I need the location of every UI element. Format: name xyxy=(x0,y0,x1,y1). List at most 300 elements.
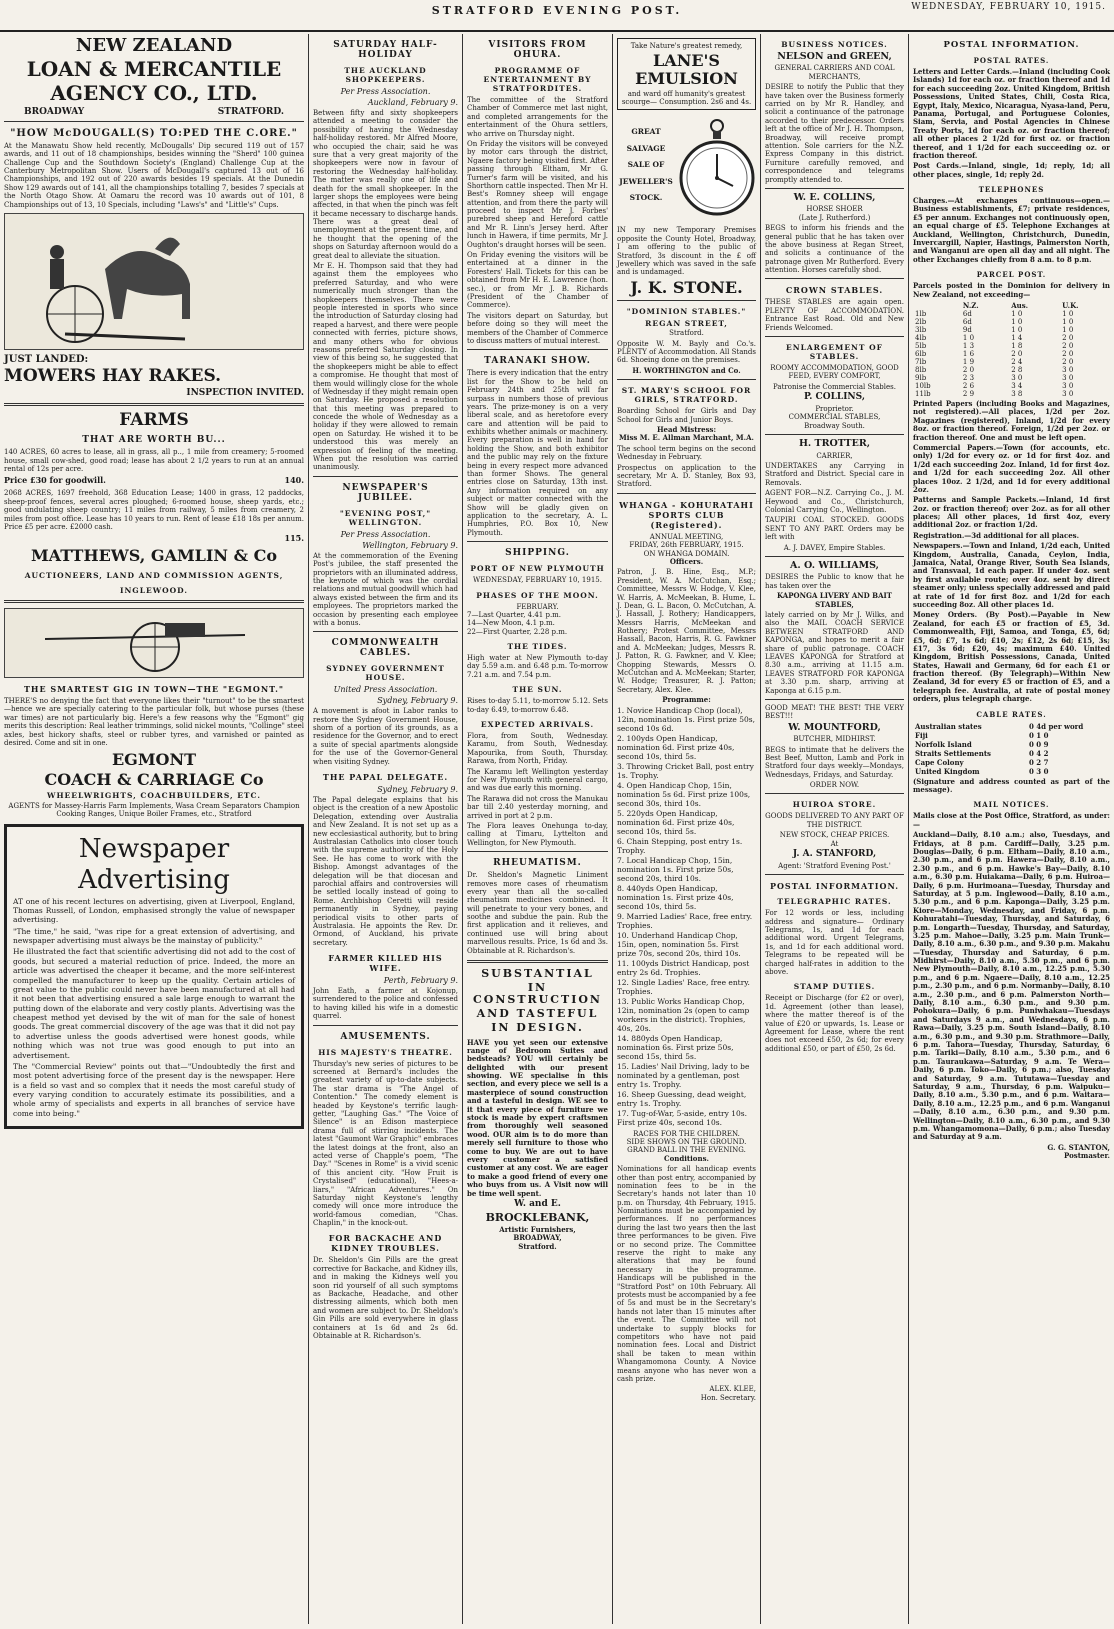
mail-text: Auckland—Daily, 8.10 a.m.; also, Tuesdays, and Fridays, at 8 p.m. Cardiff—Daily, 3.25 p.m. Douglas—Daily, 6 p.m. Eltham—Daily, 8.10 a.m., 2.30 p.m., and 6 p.m. Hawera—Daily, 8.10 a.m., 2.30 p.m., and 6 p.m. Hawke's Bay—Daily, 8.10 a.m., 6.30 p.m. Huiakama—Daily, 6 p.m. Huiroa—Daily, 6 p.m. Hurimoana—Tuesday, Thursday and Saturday, at 5 p.m. Inglewood—Daily, 8.10 a.m., 5.30 p.m., and 6 p.m. Kaponga—Daily, 3.25 p.m. Kiore—Monday, Wednesday, and Friday, 6 p.m. Kohuratahi—Tuesday, Thursday, and Saturday, 6 p.m. Longarth—Tuesday, Thursday, and Saturday, 3.25 p.m. Mahoe—Daily, 3.25 p.m. Main Trunk—Daily, 8.10 a.m., 6.30 p.m., and 9.30 p.m. Makahu—Tuesday, Thursday and Saturday, 6 p.m. Midhirst—Daily, 8.10 a.m., 5.30 p.m., and 6 p.m. New Plymouth—Daily, 8.10 a.m., 12.25 p.m., 5.30 p.m., and 6 p.m. Ngaere—Daily, 8.10 a.m., 12.25 p.m., 2.30 p.m., and 6 p.m. Normanby—Daily, 8.10 a.m., 2.30 p.m., and 6 p.m. Palmerston North—Daily, 8.10 a.m., 6.30 p.m., and 9.30 p.m. Pohokura—Daily, 6 p.m. Puniwhakau—Tuesdays and Saturdays 9 a.m., and Wednesdays, 6 p.m. Rawa—Daily, 3.25 p.m. South Island—Daily, 8.10 a.m., 6.30 p.m., and 9.30 p.m. Strathmore—Daily, 6 p.m. Tahora—Tuesday, Thursday, Saturday, 6 p.m. Tariki—Daily, 8.10 a.m., 5.30 p.m., and 6 p.m. Tauraukawa—Saturday, 9 a.m. Te Wera—Daily, 6 p.m. Toko—Daily, 6 p.m.; also, Tuesday and Saturday, 9 a.m. Tututawa—Tuesday and Saturday, 9 a.m., Thursday, 6 p.m. Waipuku—Daily, 8.10 a.m., 5.30 p.m., and 6 p.m. Waitara—Daily, 8.10 a.m., 12.25 p.m., and 6 p.m. Wanganui—Daily, 8.10 a.m., 6.30 p.m., and 9.30 p.m. Wellington—Daily, 8.10 a.m., 6.30 p.m., and 9.30 p.m. Whangamomona—Daily, 6 p.m.; also Tuesday and Saturday at 9 a.m. xyxy=(913,830,1110,1142)
nz-address-right: STRATFORD. xyxy=(217,106,284,117)
table-cell: 0 4 2 xyxy=(1028,748,1049,758)
postmaster-title: Postmaster. xyxy=(1064,1151,1110,1161)
article-heading: TARANAKI SHOW. xyxy=(484,356,591,367)
huiroa-heading: HUIROA STORE. xyxy=(792,800,877,810)
article-subheading: HIS MAJESTY'S THEATRE. xyxy=(318,1047,453,1057)
article-paragraph: Between fifty and sixty shopkeepers attended a meeting to consider the possibility of having the Wednesday half-holiday restored. Mr Alfred Moore, who occupied the chair, said he was sure that a very great majority of the shopkeepers were now in favour of restoring the Wednesday half-holiday. The matter was really one of life and death for the small shopkeeper. In the larger shops the employees were being affected, in that when the pinch was felt it became necessary to discharge hands. There was a great deal of unemployment at the present time, and he thought that the opening of the shops on Saturday afternoon would do a great deal to alleviate the situation. xyxy=(313,109,458,260)
article-paragraph: Dr. Sheldon's Magnetic Liniment removes more cases of rheumatism every year than all the so-called rheumatism medicines combined. It will penetrate to your very bones, and soothe and subdue the pain. Rub the first application and it relieves, and continued use will bring about marvellous results. Price, 1s 6d and 3s. Obtainable at R. Richardson's. xyxy=(467,871,608,955)
enlargement-heading: ENLARGEMENT OF STABLES. xyxy=(786,343,883,362)
proprietor-label: Proprietor. xyxy=(815,405,854,414)
column-4 xyxy=(613,34,760,1624)
nz-loan-heading-1: NEW ZEALAND xyxy=(75,35,233,56)
lanes-emulsion-ad xyxy=(617,38,756,110)
programme-item: 4. Open Handicap Chop, 15in, nomination 5s 6d. First prize 100s, second 30s, third 10s. xyxy=(617,780,751,808)
farm-2-text: 2068 ACRES, 1697 freehold, 368 Education Lease; 1400 in grass, 12 paddocks, sheep-proof fences, several acres ploughed; 6-roomed house, sheep yards, etc.; good undulating sheep country; 11 miles from railway, 5 miles from creamery, 2 miles from post office. Lease has 10 years to run. Rent of lease £18 18s per annum. Price £5 per acre. £2000 cash. xyxy=(4,489,304,532)
dominion-heading: "DOMINION STABLES." xyxy=(626,307,747,317)
conditions-label: Conditions. xyxy=(664,1153,709,1163)
postmaster-name: G. G. STANTON, xyxy=(1047,1142,1110,1152)
table-cell: 2 0 xyxy=(1062,357,1074,366)
table-cell: 6d xyxy=(962,317,972,326)
sale-line: JEWELLER'S xyxy=(619,176,673,186)
article-paragraph: There is every indication that the entry list for the Show to be held on February 24th and 25th will far surpass in numbers those of previous years. The prize-money is on a very liberal scale, and as heretofore every care and attention will be paid to exhibits whether animals or machinery. Every preparation is well in hand for holding the Show, and both exhibitor and the public may rely on the fixture being in every respect more advanced than former Shows. The general entries close on Saturday, 13th inst. Any information required on any subject or matter connected with the Show will be gladly given on application to the secretary, A. L. Humphries, P.O. Box 10, New Plymouth. xyxy=(467,369,608,537)
business-notices-heading: BUSINESS NOTICES. xyxy=(781,40,888,49)
table-cell: 1 0 xyxy=(1062,325,1074,334)
moon-heading: PHASES OF THE MOON. xyxy=(476,590,599,600)
postal-rates-heading: POSTAL RATES. xyxy=(973,56,1050,65)
table-cell: 4lb xyxy=(915,333,927,342)
advertising-p4: The "Commercial Review" points out that—"Undoubtedly the first and most potent advertising force of the present day is the newspaper. Here is a field so vast and so complex that it needs the most careful study of every varying condition to accurately estimate its possibilities, and a whole army of specialists and experts in all branches of service have come into being." xyxy=(13,1061,295,1118)
article-heading: THE PAPAL DELEGATE. xyxy=(322,772,449,783)
farm-1-price: Price £30 for goodwill. xyxy=(4,475,106,486)
whanga-date: FRIDAY, 26th FEBRUARY, 1915. xyxy=(629,541,744,550)
table-cell: 2 0 xyxy=(1062,341,1074,350)
furniture-heading: SUBSTANTIAL xyxy=(481,967,594,981)
postal-info-heading: POSTAL INFORMATION. xyxy=(943,40,1080,50)
table-cell: United Kingdom xyxy=(915,766,980,776)
table-cell: 11lb xyxy=(915,389,931,398)
pcollins-name: P. COLLINS, xyxy=(804,392,865,403)
article-dateline: Auckland, February 9. xyxy=(367,98,458,107)
programme-item: 9. Married Ladies' Race, free entry. Trophies. xyxy=(617,911,753,930)
secretary-title: Hon. Secretary. xyxy=(700,1393,756,1402)
conditions-text: Nominations for all handicap events other than post entry, accompanied by nomination fees to be in the Secretary's hands not later than 10 p.m. on Thursday, 4th February, 1915. Nominations must be accompanied by performances. If no performances during the last two years then the last three performances to be given. Five or no second prize. The Committee reserve the right to make any alterations that may be found necessary in the programme. Handicaps will be published in the "Stratford Post" on 10th February. All protests must be accompanied by a fee of 5s and must be in the Secretary's hands not later than 15 minutes after the event. The Committee will not undertake to supply blocks for competitors who have not paid nomination fees. Local and District shall be taken to mean within Whangamomona County. A Novice means anyone who has never won a cash prize. xyxy=(617,1165,756,1383)
advertising-box xyxy=(4,824,304,1129)
whanga-sub: ANNUAL MEETING, xyxy=(649,532,724,541)
programme-item: 2. 100yds Open Handicap, nomination 6d. First prize 40s, second 10s, third 5s. xyxy=(617,733,735,761)
tides-heading: THE TIDES. xyxy=(507,642,568,652)
article-byline: Per Press Association. xyxy=(340,87,431,96)
sale-text xyxy=(617,124,675,207)
table-row xyxy=(913,767,1110,776)
article-paragraph: The Papal delegate explains that his object is the creation of a new Apostolic Delegation, extending over Australia and New Zealand. It is not set up as a new ecclesiastical authority, but to bring Australasian Catholics into closer touch with the supreme authority of the Holy See. He has come to work with the Bishop. Amongst advantages of the delegation will be that diocesan and parochial affairs and controversies will be settled locally instead of going to Rome. Archbishop Ceretti will reside permanently in Sydney, paying periodical visits to other parts of Australasia. He appoints the Rev. Dr. Ormond, of Auckland, his private secretary. xyxy=(313,796,458,947)
stamp-heading: STAMP DUTIES. xyxy=(793,982,876,992)
farm-2-number: 115. xyxy=(284,533,304,544)
nz-loan-address xyxy=(4,107,304,117)
programme-item: 16. Sheep Guessing, dead weight, entry 1s. Trophy. xyxy=(617,1089,747,1108)
secretary-name: ALEX. KLEE, xyxy=(709,1385,756,1394)
telegraphic-text: For 12 words or less, including address and signature— Ordinary Telegrams, 1s, and 1d for each additional word. Urgent Telegrams, 1s, and 1d for each additional word. Telegrams to be repeated will be charged half-rates in addition to the above. xyxy=(765,909,904,977)
table-cell: 1lb xyxy=(915,309,927,318)
matthews-town: INGLEWOOD. xyxy=(119,586,189,596)
mcdougall-heading: "HOW McDOUGALL(S) TO:PED THE C.ORE." xyxy=(10,127,298,139)
money-orders-text: Money Orders. (By Post).—Payable in New Zealand, for each £5 or fraction of £5, 3d. Commonwealth, Fiji, Samoa, and Tonga, £5, 6d; £5, 6d; £7, 1s 6d; £10, 2s; £12, 2s 6d; £15, 3s; £17, 3s 6d; £20, 4s; maximum £40. United Kingdom, British Possessions, Canada, United States, Hawaii and Germany, 6d for each £1 or fraction thereof. (By Telegraph)—Within New Zealand, 3d for every £5 or fraction of £5, and a telegraph fee. Australia, at rate of postal money orders, plus telegraph charge. xyxy=(913,610,1110,704)
egmont-agents: AGENTS for Massey-Harris Farm Implements, Wasa Cream Separators Champion Cooking Ranges, Unique Boiler Frames, etc., Stratford xyxy=(8,801,300,818)
davey-name: A. J. DAVEY, Empire Stables. xyxy=(783,543,886,552)
article-heading: VISITORS FROM OHURA. xyxy=(488,40,587,60)
table-row xyxy=(913,301,1110,310)
article-paragraph: John Eath, a farmer at Kojonup, surrendered to the police and confessed to having killed his wife in a domestic quarrel. xyxy=(313,987,458,1021)
article-paragraph: The visitors depart on Saturday, but before doing so they will meet the members of the Chamber of Commerce to discuss matters of mutual interest. xyxy=(467,311,608,345)
sun-heading: THE SUN. xyxy=(512,685,563,695)
inspection-label: INSPECTION INVITED. xyxy=(186,387,304,398)
meat-text: GOOD MEAT! THE BEST! THE VERY BEST!!! xyxy=(765,703,904,721)
school-heading: ST. MARY'S SCHOOL FOR GIRLS, STRATFORD. xyxy=(621,386,752,405)
butcher-label: BUTCHER, MIDHIRST. xyxy=(793,735,876,744)
table-cell: Australian states xyxy=(915,721,982,731)
article-subheading: PORT OF NEW PLYMOUTH xyxy=(470,564,605,574)
collins-text: BEGS to inform his friends and the general public that he has taken over the above business at Regan Street, and solicits a continuance of the patronage given Mr Rutherford. Every attention. Horses carefully shod. xyxy=(765,224,904,275)
parcel-text: Parcels posted in the Dominion for delivery in New Zealand, not exceeding— xyxy=(913,281,1110,299)
programme-item: 15. Ladies' Nail Driving, lady to be nominated by a gentleman, post entry 1s. Trophy. xyxy=(617,1061,750,1089)
furniture-firm: W. and E. xyxy=(514,1198,561,1209)
programme-item: 8. 440yds Open Handicap, nomination 1s. First prize 40s, second 10s, third 5s. xyxy=(617,883,734,911)
stamp-text: Receipt or Discharge (for £2 or over), 1d. Agreement (other than lease), where the matter thereof is of the value of £20 or upwards, 1s. Lease or Agreement for Lease, where the rent does not exceed £50, 2s 6d; for every additional £50, or part of £50, 2s 6d. xyxy=(765,994,904,1053)
table-row xyxy=(913,722,1110,731)
shipping-date: WEDNESDAY, FEBRUARY 10, 1915. xyxy=(473,576,602,585)
column-6 xyxy=(909,34,1114,1624)
table-cell: 10lb xyxy=(915,381,931,390)
table-cell: 6lb xyxy=(915,349,927,358)
carrier-label: CARRIER, xyxy=(816,451,853,460)
programme-item: 1. Novice Handicap Chop (local), 12in, nomination 1s. First prize 50s, second 10s 6d. xyxy=(617,705,755,733)
stanford-name: J. A. STANFORD, xyxy=(792,849,877,860)
furniture-heading: AND TASTEFUL xyxy=(476,1007,599,1021)
article-paragraph: The Rarawa did not cross the Manukau bar till 2.40 yesterday morning, and arrived in port at 2 p.m. xyxy=(467,794,608,820)
mail-intro: Mails close at the Post Office, Stratford, as under:— xyxy=(913,811,1110,829)
article-paragraph: The Karamu left Wellington yesterday for New Plymouth with general cargo, and was due early this morning. xyxy=(467,767,608,793)
egmont-heading-2: COACH & CARRIAGE Co xyxy=(44,769,264,789)
table-row xyxy=(913,366,1110,374)
furniture-sub: Artistic Furnishers, xyxy=(499,1224,576,1234)
column-1 xyxy=(0,34,308,1624)
table-header: Aus. xyxy=(1011,300,1029,310)
article-byline: Per Press Association. xyxy=(340,529,431,539)
table-cell: 1 8 xyxy=(1011,341,1023,350)
jeweller-sale-ad xyxy=(617,114,756,224)
farm-1-number: 140. xyxy=(284,475,304,486)
table-cell: 3 0 xyxy=(1062,381,1074,390)
table-row xyxy=(913,342,1110,350)
dominion-text: Opposite W. M. Bayly and Co.'s. PLENTY of Accommodation. All Stands 6d. Shoeing done on the premises. xyxy=(617,339,756,365)
letters-text: Letters and Letter Cards.—Inland (including Cook Islands) 1d for each oz. or fraction thereof and 1d for each succeeding 2oz. United Kingdom, British Possessions, United States, Chili, Costa Rica, Egypt, Italy, Mexico, Nicaragua, Nyasa-land, Peru, Panama, Portugal, and Portuguese Colonies, Siam, Servia, and Postal Agencies in Chinese Treaty Ports, 1d for each oz. or fraction thereof; all other places 2 1/2d for first oz. or fraction thereof, and 1 1/2d for each succeeding oz. or fraction thereof. xyxy=(913,67,1110,160)
article-paragraph: Mr E. H. Thompson said that they had against them the employees who preferred Saturday, and who were numerically much stronger than the shopkeepers themselves. There were people interested in sports who since the introduction of Saturday closing had reaped a harvest, and there were people connected with ferries, picture shows, and many others who for obvious reasons preferred Saturday closing. In view of this being so, he suggested that the shopkeepers might be able to effect a compromise. He thought that most of them would willingly close for the whole of Wednesday if they might remain open on Saturday. He proposed a resolution that this meeting was prepared to concede the whole of Wednesday as a holiday if they were allowed to remain open on Saturday. He wished it to be understood this was merely an expression of feeling of the meeting. When put the resolution was carried unanimously. xyxy=(313,262,458,472)
table-row xyxy=(913,731,1110,740)
school-text: Boarding School for Girls and Day School for Girls and Junior Boys. xyxy=(617,407,756,424)
newspapers-text: Newspapers.—Town and Inland, 1/2d each, United Kingdom, Australia, Canada, Ceylon, India, Jamaica, Natal, Orange River, South Sea Islands, and Transvaal, 1d each paper. If under 4oz. sent by first available route; over 4oz. sent by direct steamer only; unless specially addressed and paid at rate of 1d for first 8oz. and 1/2d for each succeeding 8oz. All other places 1d. xyxy=(913,541,1110,609)
pocket-watch-icon xyxy=(679,116,755,220)
gig-carriage-icon xyxy=(5,609,303,677)
table-row xyxy=(913,318,1110,326)
programme-item: 10. Underhand Handicap Chop, 15in, open, nomination 5s. First prize 70s, second 20s, third 10s. xyxy=(617,930,741,958)
school-paragraph: Prospectus on application to the secretary, Mr A. D. Stanley, Box 93, Stratford. xyxy=(617,463,756,489)
sale-line: GREAT xyxy=(631,127,661,137)
telegraphic-heading: TELEGRAPHIC RATES. xyxy=(777,897,892,907)
dominion-address: REGAN STREET, xyxy=(645,319,728,329)
table-cell: 2 0 xyxy=(1062,333,1074,342)
article-subheading: THE AUCKLAND SHOPKEEPERS. xyxy=(344,66,427,84)
nelson-text: DESIRE to notify the Public that they have taken over the Business formerly carried on by Mr R. Handley, and solicit a continuance of the patronage accorded to their predecessor. Orders left at the office of Mr J. H. Thompson, Broadway, will receive prompt attention. Sole carriers for the N.Z. Express Company in this district. Furniture carefully removed, and correspondence and telegrams promptly attended to. xyxy=(765,83,904,184)
article-byline: United Press Association. xyxy=(333,685,438,695)
table-cell: 2lb xyxy=(915,317,927,326)
table-cell: 5lb xyxy=(915,341,927,350)
crown-heading: CROWN STABLES. xyxy=(785,285,884,296)
officers-text: Patron, J. B. Hine, Esq., M.P.; President, W. A. McCutchan, Esq.; Committee, Messrs W. Hodge, V. Klee, W. Harris, A. McMeekan, B. Hume, L. J. Dean, G. L. Bacon, O. McCutchan, A. J. Hassall, J. Rothery; Handicappers, Messrs Harris, McMeekan and Rothery; Protest Committee, Messrs Hassall, Bacon, Harris, R. G. Fawkner and A. McMeekan; Judges, Messrs R. J. Patton, R. G. Fawkner, and V. Klee; Chopping Stewards, Messrs O. McCutchan and A. McMeekan; Starter, W. Hodge; Treasurer, R. J. Patton; Secretary, Alex. Klee. xyxy=(617,568,756,694)
lanes-bottom: and ward off humanity's greatest scourge— Consumption. 2s6 and 4s. xyxy=(621,89,752,106)
patronise-line: Patronise the Commercial Stables. xyxy=(773,382,896,391)
table-cell: 0 1 0 xyxy=(1028,730,1049,740)
trotter-name: H. TROTTER, xyxy=(798,438,871,450)
article-dateline: Sydney, February 9. xyxy=(377,696,458,706)
collins-sub: HORSE SHOER xyxy=(806,205,863,214)
expected-text: Flora, from South, Wednesday. Karamu, from South, Wednesday. Mapourika, from South, Thursday. Rarawa, from North, Friday. xyxy=(467,732,608,766)
article-paragraph: On Friday evening the visitors will be entertained at a dinner in the Foresters' Hall. Tickets for this can be obtained from Mr H. E. Lawrence (hon. sec.), or from Mr J. B. Richards (President of the Chamber of Commerce). xyxy=(467,251,608,310)
nelson-heading: NELSON and GREEN, xyxy=(777,51,892,62)
huiroa-text: GOODS DELIVERED TO ANY PART OF THE DISTRICT. xyxy=(765,812,904,829)
table-row xyxy=(913,740,1110,749)
whanga-place: ON WHANGA DOMAIN. xyxy=(643,549,730,558)
races-line: RACES FOR THE CHILDREN. xyxy=(633,1129,740,1138)
table-cell: Straits Settlements xyxy=(915,748,991,758)
matthews-heading: MATTHEWS, GAMLIN & Co xyxy=(30,546,278,566)
broadway-south: Broadway South. xyxy=(804,421,865,430)
table-cell: 9d xyxy=(962,325,972,334)
table-cell: 1 0 xyxy=(1011,309,1023,318)
article-paragraph: Thursday's new series of pictures to be screened at Bernard's includes the greatest variety of up-to-date subjects. The star drama is "The Angel of Contention." The comedy element is headed by Keystone's terrific laugh-getter, "Laughing Gas." "The Voice of Silence" is an Edison masterpiece drama full of stirring incidents. The latest "Gaumont War Graphic" embraces the latest doings at the front, also an acted verse of Chapple's poem, "The Day." "Scenes in Rome" is a vivid scenic of this ancient city. "How Fruit is Crystalised" (educational), "Hees-a-liars," "African Adventures." On Saturday night Keystone's lengthy comedy will once more introduce the world-famous comedian, "Chas. Chaplin," in the knock-out. xyxy=(313,1059,458,1228)
table-cell: 2 0 xyxy=(1062,349,1074,358)
mountford-text: BEGS to intimate that he delivers the Best Beef, Mutton, Lamb and Pork in Stratford four days weekly—Mondays, Wednesdays, Fridays, and Saturday. xyxy=(765,745,904,779)
table-cell: 1 0 xyxy=(962,333,975,342)
sale-line: STOCK. xyxy=(629,193,663,203)
school-paragraph: The school term begins on the second Wednesday in February. xyxy=(617,444,756,462)
article-heading: SATURDAY HALF-HOLIDAY xyxy=(333,40,438,60)
sun-text: Rises to-day 5.11, to-morrow 5.12. Sets to-day 6.49, to-morrow 6.48. xyxy=(467,697,608,714)
agent-text: AGENT FOR—N.Z. Carrying Co., J. M. Heywood and Co., Christchurch, Colonial Carrying Co., Wellington. xyxy=(765,489,904,515)
gig-illustration xyxy=(4,608,304,678)
mower-illustration xyxy=(4,213,304,350)
table-cell: 2 8 xyxy=(1011,365,1023,374)
table-cell: 1 4 xyxy=(1011,333,1023,342)
programme-item: 14. 880yds Open Handicap, nomination 6s. First prize 50s, second 15s, third 5s. xyxy=(617,1033,734,1061)
moon-month: FEBRUARY. xyxy=(516,602,559,611)
table-row xyxy=(913,758,1110,767)
commercial-papers-text: Commercial Papers.—Town (for accounts, etc. only) 1/2d for every oz. or 1d for first 4oz. and 1/2d each succeeding 2oz. Inland, 1d for first 4oz. and 1/2d for each succeeding 2oz. All other places 10oz. 2 1/2d, and 1d for every additional 2oz. xyxy=(913,442,1110,494)
article-dateline: Sydney, February 9. xyxy=(377,785,458,795)
school-mistress-name: Miss M. E. Allman Marchant, M.A. xyxy=(619,433,754,443)
table-row xyxy=(913,374,1110,382)
table-cell: 2 0 xyxy=(1011,349,1023,358)
egmont-sub: WHEELWRIGHTS, COACHBUILDERS, ETC. xyxy=(47,790,261,800)
farms-sub: THAT ARE WORTH BU... xyxy=(82,435,226,446)
kaponga-heading: KAPONGA LIVERY AND BAIT STABLES, xyxy=(776,591,892,609)
ball-line: GRAND BALL IN THE EVENING. xyxy=(627,1146,746,1155)
post-cards-text: Post Cards.—Inland, single, 1d; reply, 1d; all other places, single, 1d; reply 2d. xyxy=(913,161,1110,179)
lanes-title: LANE'S EMULSION xyxy=(635,51,738,88)
cable-heading: CABLE RATES. xyxy=(976,709,1047,719)
programme-item: 7. Local Handicap Chop, 15in, nomination 1s. First prize 50s, second 20s, third 10s. xyxy=(617,855,734,883)
crown-text: THESE STABLES are again open. PLENTY OF ACCOMMODATION. Entrance East Road. Old and New Friends Welcomed. xyxy=(765,298,904,332)
programme-item: 11. 100yds District Handicap, post entry 2s 6d. Trophies. xyxy=(617,958,750,977)
nz-loan-heading-2: LOAN & MERCANTILE xyxy=(26,56,282,81)
table-cell: 1 3 xyxy=(962,341,975,350)
table-cell: 9lb xyxy=(915,373,927,382)
table-cell: 2 6 xyxy=(962,381,975,390)
table-cell: 3 8 xyxy=(1011,389,1023,398)
stone-name: J. K. STONE. xyxy=(630,277,743,297)
nelson-sub: GENERAL CARRIERS AND COAL MERCHANTS, xyxy=(774,64,895,81)
at-label: At xyxy=(830,839,839,848)
advertising-p2: "The time," he said, "was ripe for a great extension of advertising, and newspaper advertising must always be the mainstay of publicity." xyxy=(13,926,295,946)
tides-text: High water at New Plymouth to-day day 5.59 a.m. and 6.48 p.m. To-morrow 7.21 a.m. and 7.54 p.m. xyxy=(467,654,608,679)
new-stock: NEW STOCK, CHEAP PRICES. xyxy=(779,831,890,840)
table-cell: 3 0 xyxy=(1062,389,1074,398)
gig-heading: THE SMARTEST GIG IN TOWN—THE "EGMONT." xyxy=(23,684,285,695)
furniture-text: HAVE you yet seen our extensive range of Bedroom Suites and bedsteads? YOU will certainly be delighted with our present showing. WE specialise in this section, and every piece we sell is a masterpiece of sound construction and a tasteful in design. WE see to it that every piece of furniture we stock is made by expert craftsmen from thoroughly well seasoned wood. OUR aim is to do more than merely sell furniture to those who come to buy. We are out to have every customer a satisfied customer at any cost. We are eager to make a good friend of every one who buys from us. A Visit now will be time well spent. xyxy=(467,1037,608,1198)
egmont-heading: EGMONT xyxy=(111,750,197,770)
cable-note: (Signature and address counted as part of the message). xyxy=(913,776,1110,795)
column-2 xyxy=(309,34,462,1624)
table-cell: 1 0 xyxy=(1062,317,1074,326)
article-heading: FARMER KILLED HIS WIFE. xyxy=(328,953,443,974)
expected-heading: EXPECTED ARRIVALS. xyxy=(480,720,595,730)
table-cell: 3 4 xyxy=(1011,381,1023,390)
enlargement-text: ROOMY ACCOMMODATION, GOOD FEED, EVERY COMFORT, xyxy=(770,364,899,381)
article-heading: SHIPPING. xyxy=(505,548,570,559)
article-paragraph: At the commemoration of the Evening Post's jubilee, the staff presented the proprietors with an illuminated address, the keynote of which was the cordial relations and mutual goodwill which had always existed between the firm and its employees. The proprietors marked the occasion by presenting each employee with a bonus. xyxy=(313,551,458,627)
programme-item: 12. Single Ladies' Race, free entry. Trophies. xyxy=(617,977,750,996)
table-cell: 7lb xyxy=(915,357,927,366)
article-subheading: PROGRAMME OF ENTERTAINMENT BY STRATFORDITES. xyxy=(483,66,592,93)
table-cell: 0 3 0 xyxy=(1028,766,1049,776)
article-heading: FOR BACKACHE AND KIDNEY TROUBLES. xyxy=(328,1233,443,1254)
article-paragraph: Dr. Sheldon's Gin Pills are the great corrective for Backache, and Kidney ills, and in making the Kidneys well you soon rid yourself of all such symptoms as Backache, Headache, and other distressing ailments, which both men and women are subject to. Dr. Sheldon's Gin Pills are sold everywhere in glass containers at 1s 6d and 2s 6d. Obtainable at R. Richardson's. xyxy=(313,1256,458,1340)
column-3 xyxy=(463,34,612,1624)
advertising-p3: He illustrated the fact that scientific advertising did not add to the cost of goods, but secured a material reduction of price. Indeed, the more an article was advertised the cheaper it became, and the more self-interest compelled the manufacturer to keep up the quality. Certain articles of great value to the public could never have been manufactured at all had it not been that advertising ensured a sale large enough to warrant the putting down of the elaborate and very costly plants. Advertising was the cheapest method yet devised by the wit of man for the sale of honest goods. The great commercial discovery of the age was that it did not pay to advertise unless the goods advertised were honest goods, while nothing which was not true was good enough to put into an advertisement. xyxy=(13,947,295,1060)
table-cell: 1 0 xyxy=(1011,317,1023,326)
article-dateline: Wellington, February 9. xyxy=(362,540,458,550)
registration-text: Registration.—3d additional for all places. xyxy=(913,530,1080,540)
table-cell: 8lb xyxy=(915,365,927,374)
sale-line: SALE OF xyxy=(627,160,665,170)
advertising-heading-1: Newspaper xyxy=(78,834,230,865)
table-cell: 3 0 xyxy=(1062,373,1074,382)
table-cell: Norfolk Island xyxy=(915,739,972,749)
masthead-title: STRATFORD EVENING POST. xyxy=(431,4,683,17)
gig-text: THERE'S no denying the fact that everyone likes their "turnout" to be the smartest—hence we are specially catering to the particular folk, but whose purses (these war times) are not particularly big. Here's a few reasons why the "Egmont" gig merits this description: Real leather trimmings, solid nickel mounts, "Collinge" steel axles, best hickory shafts, steel or rubber tyres, and varnished or painted as desired. Come and sit in one. xyxy=(4,697,304,747)
sale-line: SALVAGE xyxy=(626,143,666,153)
article-paragraph: On Friday the visitors will be conveyed by motor cars through the district, Ngaere factory being visited first. After passing through Eltham, Mr G. Turner's farm will be visited, and his Shorthorn cattle inspected. Then Mr H. Best's Romney sheep will engage attention, and from there the party will proceed to inspect Mr J. Forbes' purebred sheep and Hereford cattle and Mr R. Linn's Jersey herd. After lunch in Hawera, if time permits, Mr J. Oughton's draught horses will be seen. xyxy=(467,139,608,249)
article-paragraph: The committee of the Stratford Chamber of Commerce met last night, and completed arrangements for the entertainment of the Ohura settlers, who arrive on Thursday night. xyxy=(467,96,608,138)
article-dateline: Perth, February 9. xyxy=(383,976,458,986)
patterns-text: Patterns and Sample Packets.—Inland, 1d first 2oz. or fraction thereof; over 2oz. as for all other places; All other places, 1d first 4oz, every additional 2oz. or fraction 1/2d. xyxy=(913,495,1110,530)
programme-item: 13. Public Works Handicap Chop, 12in, nomination 2s (open to camp workers in the district). Trophies, 40s, 20s. xyxy=(617,996,750,1033)
table-header: U.K. xyxy=(1062,300,1079,310)
taupiri-text: TAUPIRI COAL STOCKED. GOODS SENT TO ANY PART. Orders may be left with xyxy=(765,516,904,542)
postal-heading: POSTAL INFORMATION. xyxy=(769,881,900,892)
cable-table xyxy=(913,722,1110,776)
mail-heading: MAIL NOTICES. xyxy=(973,800,1050,810)
furniture-heading: IN CONSTRUCTION xyxy=(473,981,602,1007)
masthead xyxy=(0,0,1114,32)
table-cell: 0 2 7 xyxy=(1028,757,1049,767)
table-row xyxy=(913,390,1110,398)
table-cell: 3lb xyxy=(915,325,927,334)
table-cell: 2 3 xyxy=(962,373,975,382)
article-heading: COMMONWEALTH CABLES. xyxy=(331,638,440,659)
table-cell: 2 0 xyxy=(962,365,975,374)
telephones-text: Charges.—At exchanges continuous—open.—Business establishments, £7; private residences, £5 per annum. Exchanges not continuously open, an equal charge of £5. Telephone Exchanges at Auckland, Wellington, Christchurch, Dunedin, Invercargill, Napier, Hastings, Palmerston North, and Wanganui are open all day and all night. The other Exchanges chiefly from 8 a.m. to 8 p.m. xyxy=(913,196,1110,264)
mcdougall-text: At the Manawatu Show held recently, McDougalls' Dip secured 119 out of 157 awards, and 11 out of 18 championships, besides winning the "Sherd" 100 guinea Challenge Cup and the Southdown Society's (England) Challenge Cup at the Canterbury Metropolitan Show. Users of McDougall's captured 13 out of 16 Championships, and 192 out of 220 awards besides 19 specials. At the Dunedin Show 129 awards out of 141, all the championships totalling 7, besides 7 specials at the North Otago Show. At Oamaru the record was 10 awards out of 101, 8 Championships out of 13, 10 Specials, including "Laws's" and "Little's" Cups. xyxy=(4,141,304,209)
table-row xyxy=(913,382,1110,390)
article-subheading: SYDNEY GOVERNMENT HOUSE. xyxy=(326,664,445,683)
furniture-town: Stratford. xyxy=(518,1241,557,1251)
table-cell: 1 0 xyxy=(1011,325,1023,334)
table-row xyxy=(913,334,1110,342)
matthews-sub: AUCTIONEERS, LAND AND COMMISSION AGENTS, xyxy=(24,571,284,581)
article-heading: AMUSEMENTS. xyxy=(340,1031,431,1042)
programme-item: 17. Tug-of-War, 5-aside, entry 10s. First prize 40s, second 10s. xyxy=(617,1108,747,1127)
table-cell: 1 6 xyxy=(962,349,975,358)
parcel-heading: PARCEL POST. xyxy=(976,270,1047,280)
williams-text: DESIRES the Public to know that he has taken over the xyxy=(765,573,904,590)
programme-label: Programme: xyxy=(662,695,711,705)
table-cell: 1 9 xyxy=(962,357,975,366)
printed-papers-text: Printed Papers (including Books and Magazines, not registered).—All places, 1/2d per 2oz. Magazines (registered), Inland, 1/2d for every 8oz. or fraction thereof. Foreign, 1/2d per 2oz. or fraction thereof. One and must be left open. xyxy=(913,398,1110,442)
article-paragraph: A movement is afoot in Labor ranks to restore the Sydney Government House, shorn of a portion of its grounds, as a residence for the Governor, and to erect a suite of special apartments alongside for the use of the Governor-General when visiting Sydney. xyxy=(313,707,458,766)
moon-phase: 22—First Quarter, 2.28 p.m. xyxy=(467,627,568,636)
masthead-date: WEDNESDAY, FEBRUARY 10, 1915. xyxy=(911,2,1106,12)
moon-phase: 7—Last Quarter, 4.41 p.m. xyxy=(467,610,562,619)
nz-loan-heading-3: AGENCY CO., LTD. xyxy=(50,80,258,105)
programme-list xyxy=(617,706,756,1127)
trotter-text: UNDERTAKES any Carrying in Stratford and District. Special care in Removals. xyxy=(765,462,904,487)
table-cell: 6d xyxy=(962,309,972,318)
programme-item: 6. Chain Stepping, post entry 1s. Trophy. xyxy=(617,836,743,855)
school-mistress-label: Head Mistress: xyxy=(656,425,717,435)
table-row xyxy=(913,310,1110,318)
table-cell: Fiji xyxy=(915,730,928,740)
nz-address-left: BROADWAY xyxy=(24,106,85,117)
table-row xyxy=(913,749,1110,758)
collins-late: (Late J. Rutherford.) xyxy=(798,213,871,222)
parcel-table xyxy=(913,301,1110,398)
telephones-heading: TELEPHONES xyxy=(978,185,1045,195)
farms-heading: FARMS xyxy=(119,409,189,430)
farm-1-price-row xyxy=(4,475,304,485)
table-cell: 3 0 xyxy=(1062,365,1074,374)
kaponga-text: lately carried on by Mr J. Wilks, and also the MAIL COACH SERVICE BETWEEN STRATFORD AND KAPONGA, and hopes to merit a fair share of public patronage. COACH LEAVES KAPONGA for Stratford at 8.30 a.m., arriving at 11.15 a.m. LEAVES STRATFORD FOR KAPONGA at 3.30 p.m. sharp, arriving at Kaponga at 6.15 p.m. xyxy=(765,611,904,695)
collins-heading: W. E. COLLINS, xyxy=(793,191,876,203)
programme-item: 3. Throwing Cricket Ball, post entry 1s. Trophy. xyxy=(617,761,754,780)
mowers-heading: MOWERS HAY RAKES. xyxy=(4,365,222,386)
farm-1-text: 140 ACRES, 60 acres to lease, all in grass, all p.., 1 mile from creamery; 5-roomed house, small cow-shed, good road; lease has about 2 1/2 years to run at an annual rental of 12s per acre. xyxy=(4,448,304,474)
whanga-heading: WHANGA - KOHURATAHI SPORTS CLUB (Registered). xyxy=(619,499,754,530)
table-row xyxy=(913,358,1110,366)
table-cell: 0 4d per word xyxy=(1028,721,1084,731)
table-cell: Cape Colony xyxy=(915,757,964,767)
programme-item: 5. 220yds Open Handicap, nomination 6d. First prize 40s, second 10s, third 5s. xyxy=(617,808,735,836)
article-heading: NEWSPAPER'S JUBILEE. xyxy=(342,482,429,503)
mountford-name: W. MOUNTFORD, xyxy=(788,721,881,733)
williams-name: A. O. WILLIAMS, xyxy=(790,560,879,571)
furniture-firm-name: BROCKLEBANK, xyxy=(485,1210,590,1224)
article-heading: RHEUMATISM. xyxy=(493,858,582,869)
stone-text: IN my new Temporary Premises opposite the County Hotel, Broadway, I am offering to the public of Stratford, 3s discount in the £ off Jewellery which was saved in the safe and is undamaged. xyxy=(617,226,756,277)
lanes-top: Take Nature's greatest remedy, xyxy=(630,42,743,50)
article-paragraph: The Flora leaves Onehunga to-day, calling at Timaru, Lyttelton and Wellington, for New Plymouth. xyxy=(467,821,608,847)
furniture-address: BROADWAY, xyxy=(513,1233,562,1243)
stanford-agent: Agent: 'Stratford Evening Post.' xyxy=(778,861,891,870)
advertising-heading-2: Advertising xyxy=(78,864,230,895)
table-header: N.Z. xyxy=(962,300,979,310)
commercial-stables: COMMERCIAL STABLES, xyxy=(788,413,881,422)
table-cell: 2 9 xyxy=(962,389,975,398)
officers-label: Officers. xyxy=(669,556,704,566)
just-landed-label: JUST LANDED: xyxy=(4,353,89,365)
side-shows-line: SIDE SHOWS ON THE GROUND. xyxy=(626,1137,747,1146)
table-cell: 2 4 xyxy=(1011,357,1023,366)
table-row xyxy=(913,350,1110,358)
dominion-owner: H. WORTHINGTON and Co. xyxy=(632,365,741,375)
